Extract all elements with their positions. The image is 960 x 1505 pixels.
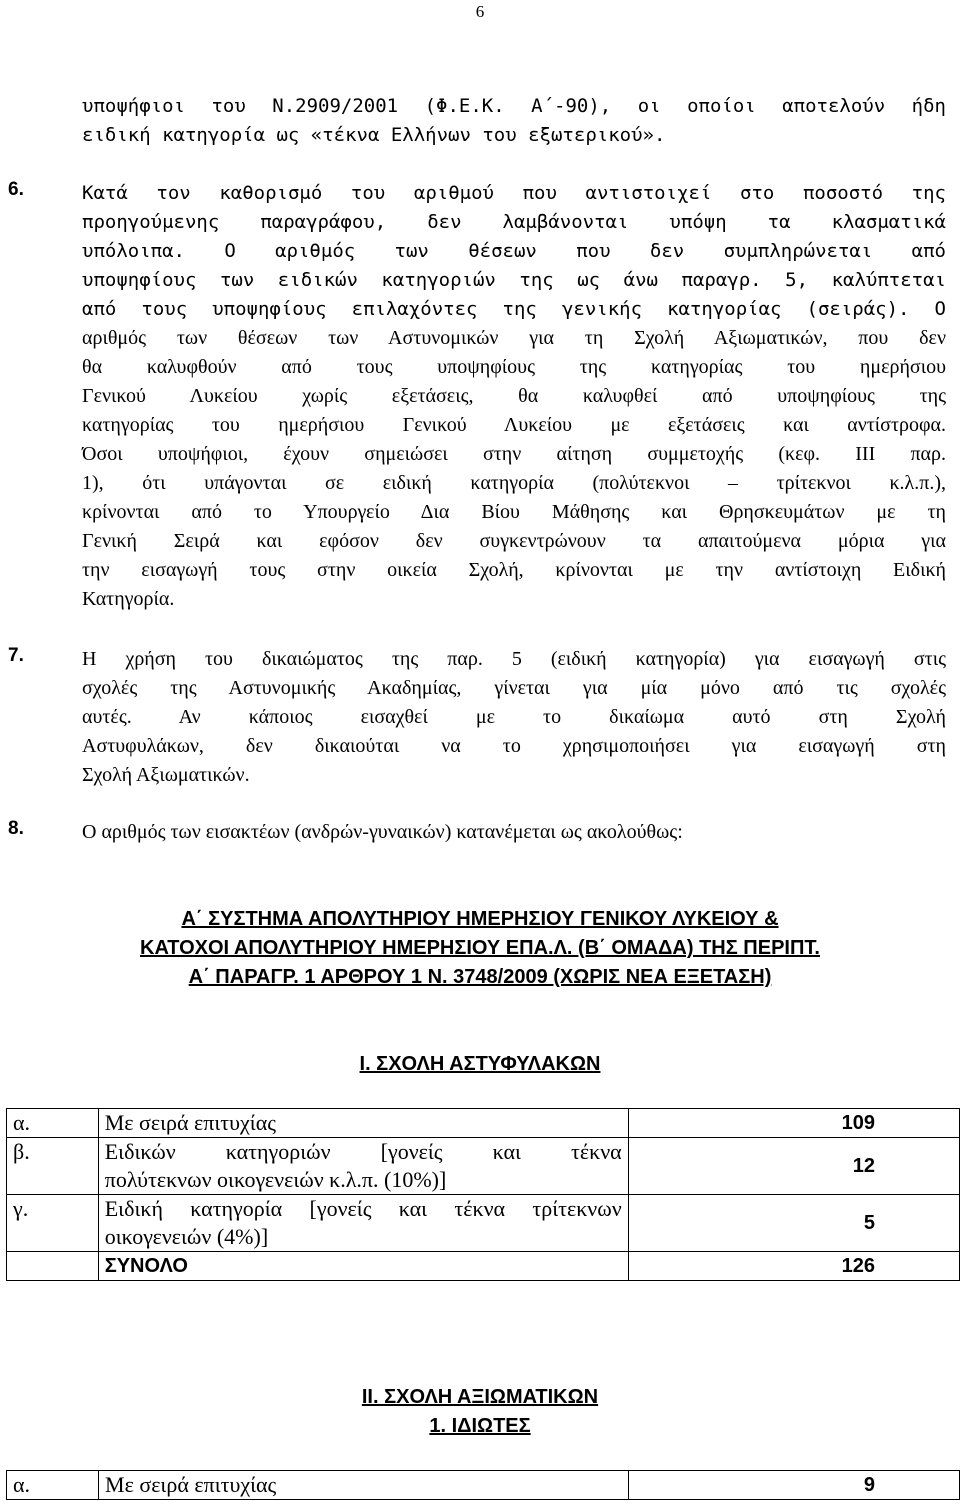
- total-label: ΣΥΝΟΛΟ: [98, 1252, 628, 1281]
- row-letter: α.: [7, 1109, 99, 1138]
- text-line: Γενική Σειρά και εφόσον δεν συγκεντρώνουν τα απαιτούμενα μόρια για: [82, 530, 946, 552]
- text-line: Ο αριθμός των εισακτέων (ανδρών-γυναικών) κατανέμεται ως ακολούθως:: [82, 821, 683, 843]
- row-value: 109: [628, 1109, 959, 1138]
- page-number: 6: [475, 2, 485, 21]
- text-line: κατηγορίας του ημερήσιου Γενικού Λυκείου με εξετάσεις και αντίστροφα.: [82, 414, 946, 436]
- row-description: [98, 1109, 628, 1138]
- row-value: 9: [629, 1471, 960, 1500]
- item-8-number: 8.: [8, 818, 24, 839]
- text-line: την εισαγωγή τους στην οικεία Σχολή, κρίνονται με την αντίστοιχη Ειδική: [82, 559, 946, 581]
- text-line: Σχολή Αξιωματικών.: [82, 764, 250, 786]
- text-line: από τους υποψηφίους επιλαχόντες της γενικής κατηγορίας (σειράς). Ο: [82, 298, 946, 320]
- table-row: [7, 1195, 960, 1252]
- text-line: υποψηφίους των ειδικών κατηγοριών της ως άνω παραγρ. 5, καλύπτεται: [82, 269, 946, 291]
- text-line: κρίνονται από το Υπουργείο Δια Βίου Μάθησης και Θρησκευμάτων με τη: [82, 501, 946, 523]
- text-line: 1), ότι υπάγονται σε ειδική κατηγορία (πολύτεκνοι – τρίτεκνοι κ.λ.π.),: [82, 472, 946, 494]
- intro-paragraph: [82, 92, 946, 150]
- text-line: αριθμός των θέσεων των Αστυνομικών για τη Σχολή Αξιωματικών, που δεν: [82, 327, 946, 349]
- section-1-table: [6, 1108, 960, 1281]
- item-7-number: 7.: [8, 645, 24, 666]
- heading-line: Α΄ ΠΑΡΑΓΡ. 1 ΑΡΘΡΟΥ 1 Ν. 3748/2009 (ΧΩΡΙΣ ΝΕΑ ΕΞΕΤΑΣΗ): [188, 966, 772, 988]
- row-letter-empty: [7, 1252, 99, 1281]
- desc-line: Με σειρά επιτυχίας: [104, 1110, 276, 1135]
- section-2-title: ΙΙ. ΣΧΟΛΗ ΑΞΙΩΜΑΤΙΚΩΝ: [361, 1386, 599, 1408]
- section-1-title: Ι. ΣΧΟΛΗ ΑΣΤΥΦΥΛΑΚΩΝ: [359, 1053, 601, 1075]
- text-line: υπόλοιπα. Ο αριθμός των θέσεων που δεν συμπληρώνεται από: [82, 240, 946, 262]
- text-line: Η χρήση του δικαιώματος της παρ. 5 (ειδική κατηγορία) για εισαγωγή στις: [82, 648, 946, 670]
- desc-line: οικογενειών (4%)]: [104, 1224, 269, 1249]
- desc-line: πολύτεκνων οικογενειών κ.λ.π. (10%)]: [104, 1167, 447, 1192]
- text-line: Κατηγορία.: [82, 588, 175, 610]
- desc-line: Ειδικών κατηγοριών [γονείς και τέκνα: [104, 1139, 622, 1164]
- text-line: υποψήφιοι του Ν.2909/2001 (Φ.Ε.Κ. Α΄-90), οι οποίοι αποτελούν ήδη: [82, 95, 946, 117]
- item-6-number: 6.: [8, 179, 24, 200]
- row-description: [98, 1138, 628, 1195]
- heading-line: Α΄ ΣΥΣΤΗΜΑ ΑΠΟΛΥΤΗΡΙΟΥ ΗΜΕΡΗΣΙΟΥ ΓΕΝΙΚΟΥ ΛΥΚΕΙΟΥ &: [181, 908, 779, 930]
- item-8-paragraph: [82, 818, 946, 847]
- table-row: [7, 1138, 960, 1195]
- text-line: σχολές της Αστυνομικής Ακαδημίας, γίνεται για μία μόνο από τις σχολές: [82, 677, 946, 699]
- text-line: θα καλυφθούν από τους υποψηφίους της κατηγορίας του ημερήσιου: [82, 356, 946, 378]
- row-letter: γ.: [7, 1195, 99, 1252]
- row-letter: β.: [7, 1138, 99, 1195]
- section-2-table: [6, 1470, 960, 1500]
- row-letter: α.: [7, 1471, 99, 1500]
- table-row: [7, 1471, 960, 1500]
- heading-line: ΚΑΤΟΧΟΙ ΑΠΟΛΥΤΗΡΙΟΥ ΗΜΕΡΗΣΙΟΥ ΕΠΑ.Λ. (Β΄ ΟΜΑΔΑ) ΤΗΣ ΠΕΡΙΠΤ.: [140, 937, 820, 959]
- row-value: 12: [628, 1138, 959, 1195]
- text-line: Όσοι υποψήφιοι, έχουν σημειώσει στην αίτηση συμμετοχής (κεφ. ΙΙΙ παρ.: [82, 443, 946, 465]
- item-7-paragraph: [82, 645, 946, 790]
- text-line: προηγούμενης παραγράφου, δεν λαμβάνονται υπόψη τα κλασματικά: [82, 211, 946, 233]
- row-description: [98, 1195, 628, 1252]
- text-line: ειδική κατηγορία ως «τέκνα Ελλήνων του εξωτερικού».: [82, 124, 666, 146]
- text-line: αυτές. Αν κάποιος εισαχθεί με το δικαίωμα αυτό στη Σχολή: [82, 706, 946, 728]
- row-description: Με σειρά επιτυχίας: [99, 1471, 629, 1500]
- text-line: Αστυφυλάκων, δεν δικαιούται να το χρησιμοποιήσει για εισαγωγή στη: [82, 735, 946, 757]
- section-heading-a: [0, 905, 960, 992]
- section-2-subtitle: 1. ΙΔΙΩΤΕΣ: [429, 1415, 531, 1437]
- total-value: 126: [628, 1252, 959, 1281]
- text-line: Γενικού Λυκείου χωρίς εξετάσεις, θα καλυφθεί από υποψηφίους της: [82, 385, 946, 407]
- item-6-paragraph: [82, 179, 946, 614]
- text-line: Κατά τον καθορισμό του αριθμού που αντιστοιχεί στο ποσοστό της: [82, 182, 946, 204]
- row-value: 5: [628, 1195, 959, 1252]
- table-row: [7, 1109, 960, 1138]
- table-row-total: [7, 1252, 960, 1281]
- desc-line: Ειδική κατηγορία [γονείς και τέκνα τρίτεκνων: [104, 1196, 622, 1221]
